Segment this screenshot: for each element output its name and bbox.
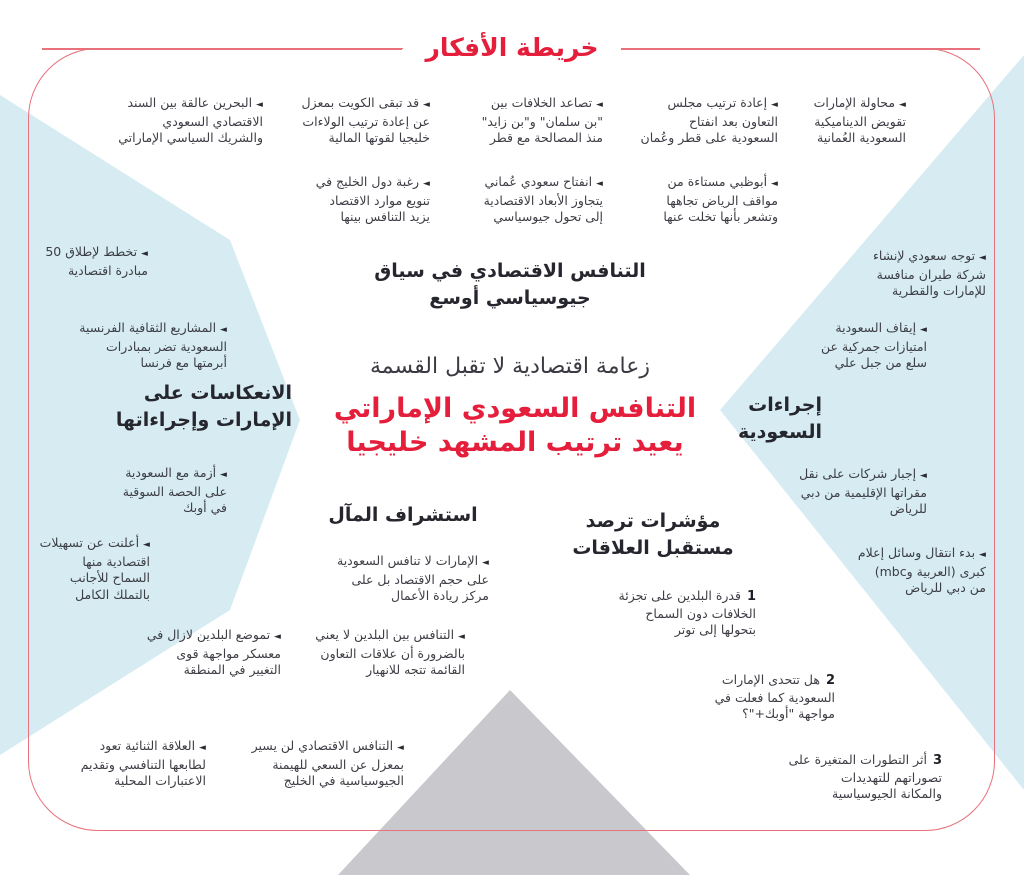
bullet-icon: ► bbox=[274, 632, 281, 642]
geo-item-8: ►رغبة دول الخليج في تنويع موارد الاقتصاد يزيد التنافس بينها bbox=[315, 174, 430, 224]
bullet-icon: ► bbox=[256, 100, 263, 110]
geo-item-5: ►البحرين عالقة بين السند الاقتصادي السعودي والشريك السياسي الإماراتي bbox=[118, 95, 263, 145]
uae-item-3: ►أزمة مع السعودية على الحصة السوقية في أوبك bbox=[122, 465, 227, 515]
bullet-icon: ► bbox=[899, 100, 906, 110]
indicator-item-2: 2هل تتحدى الإمارات السعودية كما فعلت في مواجهة "أوبك+"؟ bbox=[714, 672, 835, 721]
heading-future-outlook: استشراف المآل bbox=[328, 504, 478, 526]
future-item-5: ►العلاقة الثنائية تعود لطابعها التنافسي وتقديم الاعتبارات المحلية bbox=[80, 738, 206, 788]
indicator-item-1: 1قدرة البلدين على تجزئة الخلافات دون السماح بتحولها إلى توتر bbox=[618, 588, 756, 637]
center-subtitle: زعامة اقتصادية لا تقبل القسمة bbox=[370, 354, 650, 379]
geo-item-2: ►إعادة ترتيب مجلس التعاون بعد انفتاح السعودية على قطر وعُمان bbox=[640, 95, 778, 145]
heading-indicators bbox=[548, 508, 758, 562]
heading-indicators-line2: مستقبل العلاقات bbox=[572, 537, 734, 559]
heading-saudi-line1: إجراءات bbox=[748, 394, 822, 416]
heading-uae-repercussions bbox=[116, 380, 292, 434]
center-main-line2: يعيد ترتيب المشهد خليجيا bbox=[346, 427, 684, 458]
future-item-3: ►تموضع البلدين لازال في معسكر مواجهة قوى التغيير في المنطقة bbox=[146, 627, 281, 677]
future-item-1: ►الإمارات لا تنافس السعودية على حجم الاقتصاد بل على مركز ريادة الأعمال bbox=[337, 553, 489, 603]
geo-item-6: ►أبوظبي مستاءة من مواقف الرياض تجاهها وتشعر بأنها تخلت عنها bbox=[663, 174, 778, 224]
heading-saudi-line2: السعودية bbox=[737, 421, 822, 443]
geo-item-3: ►تصاعد الخلافات بين "بن سلمان" و"بن زايد" منذ المصالحة مع قطر bbox=[481, 95, 603, 145]
heading-uae-line1: الانعكاسات على bbox=[143, 382, 292, 404]
center-main-line1: التنافس السعودي الإماراتي bbox=[333, 393, 697, 424]
bullet-icon: ► bbox=[423, 100, 430, 110]
number-badge: 3 bbox=[932, 753, 942, 768]
indicator-item-3: 3أثر التطورات المتغيرة على تصوراتهم للتهديدات والمكانة الجيوسياسية bbox=[788, 752, 942, 801]
bullet-icon: ► bbox=[771, 179, 778, 189]
heading-saudi-measures bbox=[738, 392, 822, 446]
geo-item-7: ►انفتاح سعودي عُماني يتجاوز الأبعاد الاقتصادية إلى تحول جيوسياسي bbox=[483, 174, 603, 224]
saudi-item-2: ►إيقاف السعودية امتيازات جمركية عن سلع من جبل علي bbox=[821, 320, 927, 370]
bullet-icon: ► bbox=[220, 470, 227, 480]
heading-geopolitical-line2: جيوسياسي أوسع bbox=[429, 287, 591, 309]
bullet-icon: ► bbox=[423, 179, 430, 189]
bullet-icon: ► bbox=[596, 179, 603, 189]
number-badge: 2 bbox=[825, 673, 835, 688]
future-item-4: ►التنافس الاقتصادي لن يسير بمعزل عن السعي للهيمنة الجيوسياسية في الخليج bbox=[251, 738, 404, 788]
saudi-item-4: ►بدء انتقال وسائل إعلام كبرى (العربية وmbc) من دبي للرياض bbox=[857, 545, 986, 595]
geo-item-1: ►محاولة الإمارات تقويض الديناميكية السعودية العُمانية bbox=[813, 95, 906, 145]
bullet-icon: ► bbox=[199, 743, 206, 753]
bullet-icon: ► bbox=[482, 558, 489, 568]
bullet-icon: ► bbox=[771, 100, 778, 110]
saudi-item-3: ►إجبار شركات على نقل مقراتها الإقليمية من دبي للرياض bbox=[799, 466, 927, 516]
bullet-icon: ► bbox=[143, 540, 150, 550]
title-container bbox=[0, 28, 1024, 68]
page-title: خريطة الأفكار bbox=[403, 30, 620, 66]
uae-item-4: ►أعلنت عن تسهيلات اقتصادية منها السماح للأجانب بالتملك الكامل bbox=[39, 535, 150, 602]
geo-item-4: ►قد تبقى الكويت بمعزل عن إعادة ترتيب الولاءات خليجيا لقوتها المالية bbox=[301, 95, 430, 145]
bullet-icon: ► bbox=[979, 550, 986, 560]
bullet-icon: ► bbox=[397, 743, 404, 753]
bullet-icon: ► bbox=[920, 471, 927, 481]
bullet-icon: ► bbox=[979, 253, 986, 263]
bullet-icon: ► bbox=[596, 100, 603, 110]
future-item-2: ►التنافس بين البلدين لا يعني بالضرورة أن علاقات التعاون القائمة تتجه للانهيار bbox=[315, 627, 465, 677]
number-badge: 1 bbox=[746, 589, 756, 604]
heading-uae-line2: الإمارات وإجراءاتها bbox=[115, 409, 292, 431]
bullet-icon: ► bbox=[458, 632, 465, 642]
uae-item-1: ►تخطط لإطلاق 50 مبادرة اقتصادية bbox=[45, 244, 148, 278]
uae-item-2: ►المشاريع الثقافية الفرنسية السعودية تضر بمبادرات أبرمتها مع فرنسا bbox=[79, 320, 227, 370]
heading-indicators-line1: مؤشرات ترصد bbox=[585, 510, 721, 532]
bullet-icon: ► bbox=[220, 325, 227, 335]
center-main-title bbox=[310, 392, 720, 460]
heading-geopolitical bbox=[350, 258, 670, 312]
bullet-icon: ► bbox=[920, 325, 927, 335]
bullet-icon: ► bbox=[141, 249, 148, 259]
heading-geopolitical-line1: التنافس الاقتصادي في سياق bbox=[374, 260, 646, 282]
saudi-item-1: ►توجه سعودي لإنشاء شركة طيران منافسة للإمارات والقطرية bbox=[873, 248, 986, 298]
